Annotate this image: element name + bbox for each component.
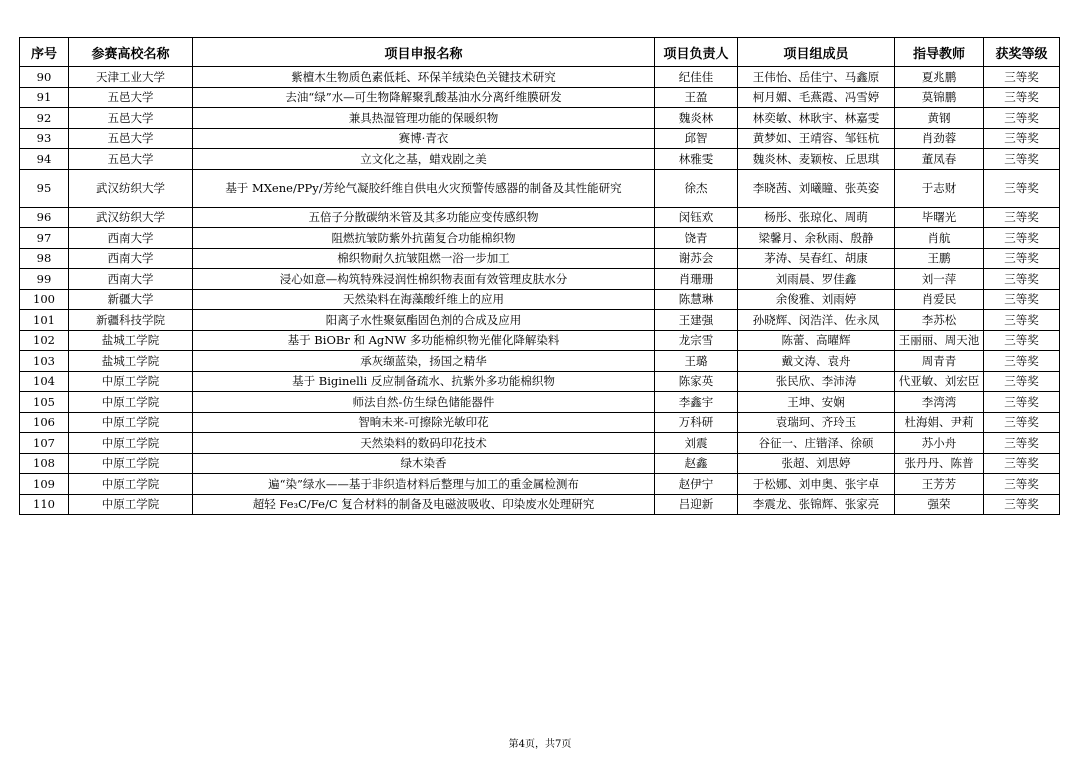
row-project-title: 承灰缬蓝染，扬国之精华	[193, 351, 655, 372]
row-university: 中原工学院	[69, 371, 193, 392]
row-award-level: 三等奖	[984, 207, 1060, 228]
row-university: 新疆科技学院	[69, 310, 193, 331]
row-university: 中原工学院	[69, 494, 193, 515]
row-award-level: 三等奖	[984, 269, 1060, 290]
row-index: 102	[20, 330, 69, 351]
row-advisor: 董凤春	[895, 149, 984, 170]
page-number: 第4页，共7页	[508, 739, 572, 750]
row-project-leader: 王璐	[655, 351, 738, 372]
table-row	[20, 289, 1060, 310]
row-university: 天津工业大学	[69, 67, 193, 88]
row-university: 西南大学	[69, 248, 193, 269]
row-university: 武汉纺织大学	[69, 169, 193, 207]
table-row	[20, 248, 1060, 269]
row-project-title: 紫檀木生物质色素低耗、环保羊绒染色关键技术研究	[193, 67, 655, 88]
table-row	[20, 494, 1060, 515]
table-row	[20, 412, 1060, 433]
row-advisor: 肖劲蓉	[895, 128, 984, 149]
row-index: 97	[20, 228, 69, 249]
row-project-title: 赛博·青衣	[193, 128, 655, 149]
row-team-members: 张民欣、李沛涛	[738, 371, 895, 392]
row-university: 五邑大学	[69, 87, 193, 108]
row-index: 103	[20, 351, 69, 372]
table-row	[20, 269, 1060, 290]
row-award-level: 三等奖	[984, 108, 1060, 129]
table-row	[20, 67, 1060, 88]
row-project-leader: 万科研	[655, 412, 738, 433]
table-row	[20, 128, 1060, 149]
row-team-members: 陈蕾、高曜辉	[738, 330, 895, 351]
row-team-members: 孙晓辉、闵浩洋、佐永凤	[738, 310, 895, 331]
row-university: 盐城工学院	[69, 351, 193, 372]
row-team-members: 刘雨晨、罗佳鑫	[738, 269, 895, 290]
header-index: 序号	[20, 38, 69, 67]
row-project-leader: 赵伊宁	[655, 474, 738, 495]
row-project-leader: 赵鑫	[655, 453, 738, 474]
row-index: 91	[20, 87, 69, 108]
row-award-level: 三等奖	[984, 248, 1060, 269]
header-university: 参赛高校名称	[69, 38, 193, 67]
row-project-title: 棉织物耐久抗皱阻燃一浴一步加工	[193, 248, 655, 269]
table-row	[20, 433, 1060, 454]
table-row	[20, 310, 1060, 331]
row-index: 105	[20, 392, 69, 413]
row-team-members: 于松娜、刘申奥、张宇卓	[738, 474, 895, 495]
table-body	[20, 67, 1060, 515]
row-project-title: 去油“绿”水—可生物降解聚乳酸基油水分离纤维膜研发	[193, 87, 655, 108]
row-award-level: 三等奖	[984, 351, 1060, 372]
row-award-level: 三等奖	[984, 149, 1060, 170]
row-index: 90	[20, 67, 69, 88]
row-team-members: 黄梦如、王靖容、邹钰杭	[738, 128, 895, 149]
row-advisor: 夏兆鹏	[895, 67, 984, 88]
row-team-members: 李晓茜、刘曦瞳、张英姿	[738, 169, 895, 207]
table-row	[20, 207, 1060, 228]
row-index: 100	[20, 289, 69, 310]
row-project-leader: 徐杰	[655, 169, 738, 207]
row-award-level: 三等奖	[984, 87, 1060, 108]
table-row	[20, 474, 1060, 495]
row-project-leader: 纪佳佳	[655, 67, 738, 88]
row-project-leader: 吕迎新	[655, 494, 738, 515]
row-project-title: 智晌未来-可擦除光敏印花	[193, 412, 655, 433]
row-award-level: 三等奖	[984, 494, 1060, 515]
row-advisor: 王芳芳	[895, 474, 984, 495]
row-university: 新疆大学	[69, 289, 193, 310]
row-project-title: 天然染料在海藻酸纤维上的应用	[193, 289, 655, 310]
row-index: 108	[20, 453, 69, 474]
row-award-level: 三等奖	[984, 228, 1060, 249]
row-project-leader: 陈家英	[655, 371, 738, 392]
row-project-title: 遍“染”绿水——基于非织造材料后整理与加工的重金属检测布	[193, 474, 655, 495]
header-award-level: 获奖等级	[984, 38, 1060, 67]
row-university: 中原工学院	[69, 453, 193, 474]
row-award-level: 三等奖	[984, 371, 1060, 392]
row-university: 西南大学	[69, 228, 193, 249]
row-award-level: 三等奖	[984, 330, 1060, 351]
row-advisor: 苏小舟	[895, 433, 984, 454]
row-advisor: 刘一萍	[895, 269, 984, 290]
row-project-title: 基于 MXene/PPy/芳纶气凝胶纤维自供电火灾预警传感器的制备及其性能研究	[193, 169, 655, 207]
row-team-members: 李震龙、张锦辉、张家亮	[738, 494, 895, 515]
table-row	[20, 87, 1060, 108]
row-index: 109	[20, 474, 69, 495]
row-award-level: 三等奖	[984, 67, 1060, 88]
row-team-members: 余俊雅、刘雨婷	[738, 289, 895, 310]
table-row	[20, 453, 1060, 474]
table-row	[20, 330, 1060, 351]
row-project-title: 立文化之基，蜡戏剧之美	[193, 149, 655, 170]
table-row	[20, 228, 1060, 249]
row-advisor: 毕曙光	[895, 207, 984, 228]
row-index: 92	[20, 108, 69, 129]
row-team-members: 柯月媚、毛燕霞、冯雪婷	[738, 87, 895, 108]
row-advisor: 肖航	[895, 228, 984, 249]
row-team-members: 杨彤、张琼化、周萌	[738, 207, 895, 228]
row-university: 西南大学	[69, 269, 193, 290]
row-project-leader: 闵钰欢	[655, 207, 738, 228]
row-index: 106	[20, 412, 69, 433]
row-advisor: 黄钢	[895, 108, 984, 129]
row-advisor: 于志财	[895, 169, 984, 207]
row-advisor: 强荣	[895, 494, 984, 515]
row-index: 96	[20, 207, 69, 228]
row-award-level: 三等奖	[984, 433, 1060, 454]
row-team-members: 王伟怡、岳佳宁、马鑫原	[738, 67, 895, 88]
row-university: 武汉纺织大学	[69, 207, 193, 228]
row-university: 五邑大学	[69, 149, 193, 170]
row-project-leader: 谢苏会	[655, 248, 738, 269]
row-project-leader: 肖珊珊	[655, 269, 738, 290]
row-project-leader: 李鑫宇	[655, 392, 738, 413]
header-project-title: 项目申报名称	[193, 38, 655, 67]
awards-table	[19, 37, 1060, 515]
row-project-leader: 刘震	[655, 433, 738, 454]
row-award-level: 三等奖	[984, 453, 1060, 474]
row-advisor: 王丽丽、周天池	[895, 330, 984, 351]
table-row	[20, 149, 1060, 170]
header-advisor: 指导教师	[895, 38, 984, 67]
row-team-members: 谷征一、庄锴泽、徐硕	[738, 433, 895, 454]
row-team-members: 林奕敏、林耿宇、林嘉雯	[738, 108, 895, 129]
row-award-level: 三等奖	[984, 310, 1060, 331]
row-index: 101	[20, 310, 69, 331]
row-university: 中原工学院	[69, 474, 193, 495]
row-award-level: 三等奖	[984, 412, 1060, 433]
row-project-title: 超轻 Fe₃C/Fe/C 复合材料的制备及电磁波吸收、印染废水处理研究	[193, 494, 655, 515]
row-index: 107	[20, 433, 69, 454]
row-advisor: 莫锦鹏	[895, 87, 984, 108]
row-project-title: 师法自然-仿生绿色储能器件	[193, 392, 655, 413]
row-team-members: 王坤、安娴	[738, 392, 895, 413]
row-award-level: 三等奖	[984, 474, 1060, 495]
row-project-leader: 魏炎林	[655, 108, 738, 129]
row-team-members: 梁馨月、余秋雨、殷静	[738, 228, 895, 249]
row-project-leader: 陈慧琳	[655, 289, 738, 310]
row-project-leader: 饶青	[655, 228, 738, 249]
table-row	[20, 169, 1060, 207]
row-university: 中原工学院	[69, 412, 193, 433]
row-index: 98	[20, 248, 69, 269]
row-advisor: 代亚敏、刘宏臣	[895, 371, 984, 392]
row-advisor: 李湾湾	[895, 392, 984, 413]
header-team-members: 项目组成员	[738, 38, 895, 67]
row-index: 94	[20, 149, 69, 170]
row-project-title: 五倍子分散碳纳米管及其多功能应变传感织物	[193, 207, 655, 228]
row-project-leader: 王盈	[655, 87, 738, 108]
row-project-title: 绿木染香	[193, 453, 655, 474]
row-advisor: 李苏松	[895, 310, 984, 331]
table-row	[20, 108, 1060, 129]
row-university: 五邑大学	[69, 108, 193, 129]
row-team-members: 张超、刘思婷	[738, 453, 895, 474]
row-advisor: 杜海娟、尹莉	[895, 412, 984, 433]
row-project-title: 浸心如意—构筑特殊浸润性棉织物表面有效管理皮肤水分	[193, 269, 655, 290]
row-advisor: 王鹏	[895, 248, 984, 269]
row-index: 95	[20, 169, 69, 207]
row-team-members: 袁瑞珂、齐玲玉	[738, 412, 895, 433]
table-header-row	[20, 38, 1060, 67]
row-advisor: 周青青	[895, 351, 984, 372]
row-advisor: 肖爱民	[895, 289, 984, 310]
row-university: 中原工学院	[69, 433, 193, 454]
table-row	[20, 392, 1060, 413]
row-team-members: 魏炎林、麦颖桉、丘思琪	[738, 149, 895, 170]
row-project-title: 兼具热湿管理功能的保暖织物	[193, 108, 655, 129]
row-project-leader: 龙宗雪	[655, 330, 738, 351]
row-project-leader: 林雅雯	[655, 149, 738, 170]
row-project-title: 基于 BiOBr 和 AgNW 多功能棉织物光催化降解染料	[193, 330, 655, 351]
row-project-leader: 邱智	[655, 128, 738, 149]
row-index: 104	[20, 371, 69, 392]
row-university: 中原工学院	[69, 392, 193, 413]
row-index: 99	[20, 269, 69, 290]
row-award-level: 三等奖	[984, 169, 1060, 207]
row-project-title: 阻燃抗皱防紫外抗菌复合功能棉织物	[193, 228, 655, 249]
row-advisor: 张丹丹、陈普	[895, 453, 984, 474]
row-team-members: 茅涛、吴春红、胡康	[738, 248, 895, 269]
row-award-level: 三等奖	[984, 289, 1060, 310]
row-index: 93	[20, 128, 69, 149]
row-university: 盐城工学院	[69, 330, 193, 351]
row-project-title: 阳离子水性聚氨酯固色剂的合成及应用	[193, 310, 655, 331]
row-team-members: 戴文涛、袁舟	[738, 351, 895, 372]
row-project-title: 基于 Biginelli 反应制备疏水、抗紫外多功能棉织物	[193, 371, 655, 392]
row-award-level: 三等奖	[984, 128, 1060, 149]
row-project-leader: 王建强	[655, 310, 738, 331]
table-row	[20, 371, 1060, 392]
row-project-title: 天然染料的数码印花技术	[193, 433, 655, 454]
table-row	[20, 351, 1060, 372]
row-university: 五邑大学	[69, 128, 193, 149]
row-award-level: 三等奖	[984, 392, 1060, 413]
row-index: 110	[20, 494, 69, 515]
header-project-leader: 项目负责人	[655, 38, 738, 67]
